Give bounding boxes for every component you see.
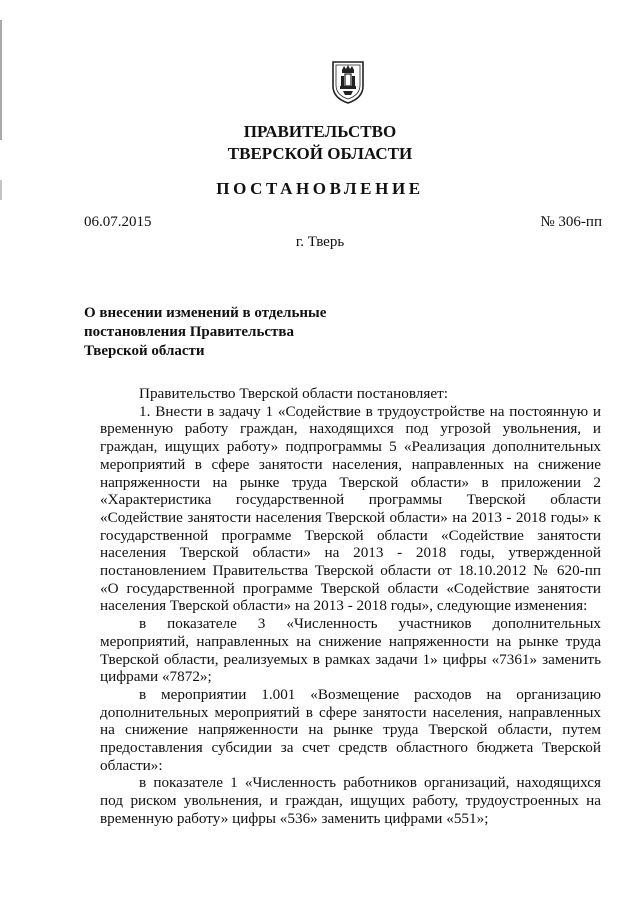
document-type: ПОСТАНОВЛЕНИЕ xyxy=(216,179,424,198)
gov-line-1: ПРАВИТЕЛЬСТВО xyxy=(243,122,397,141)
document-city: г. Тверь xyxy=(295,234,345,250)
body-paragraph-intro: Правительство Тверской области постановляет: xyxy=(139,385,448,402)
body-paragraph-2: в показателе 3 «Численность участников дополнительных мероприятий, направленных на снижение напряженности на рынке труда Тверской области, реализуемых в рамках задачи 1» цифры «7361» заменить цифрами «7872»; xyxy=(100,615,601,686)
subject-line-1: О внесении изменений в отдельные xyxy=(84,305,327,321)
tver-coat-of-arms-icon xyxy=(331,56,365,104)
subject-line-3: Тверской области xyxy=(84,343,205,359)
government-name xyxy=(0,121,640,165)
body-paragraph-4: в показателе 1 «Численность работников организаций, находящихся под риском увольнения, и граждан, ищущих работу, трудоустроенных на временную работу» цифры «536» заменить цифрами «551»; xyxy=(100,774,601,827)
body-paragraph-3: в мероприятии 1.001 «Возмещение расходов на организацию дополнительных мероприятий в сфере занятости населения, направленных на снижение напряженности на рынке труда Тверской области, путем предоставления субсидии за счет средств областного бюджета Тверской области»: xyxy=(100,685,601,774)
document-number: № 306-пп xyxy=(540,214,602,230)
document-date: 06.07.2015 xyxy=(84,214,152,230)
body-paragraph-1: 1. Внести в задачу 1 «Содействие в трудоустройстве на постоянную и временную работу граждан, находящихся под угрозой увольнения, и граждан, ищущих работу» подпрограммы 5 «Реализация дополнительных мероприятий в сфере занятости населения, направленных на снижение напряженности на рынке труда Тверской области» в приложении 2 «Характеристика государственной программы Тверской области «Содействие занятости населения Тверской области» на 2013 - 2018 годы» к государственной программе Тверской области «Содействие занятости населения Тверской области» на 2013 - 2018 годы, утвержденной постановлением Правительства Тверской области от 18.10.2012 № 620-пп «О государственной программе Тверской области «Содействие занятости населения Тверской области» на 2013 - 2018 годы», следующие изменения: xyxy=(100,402,601,615)
document-subject xyxy=(84,304,326,361)
gov-line-2: ТВЕРСКОЙ ОБЛАСТИ xyxy=(227,144,413,163)
subject-line-2: постановления Правительства xyxy=(84,324,294,340)
document-body xyxy=(100,385,601,828)
